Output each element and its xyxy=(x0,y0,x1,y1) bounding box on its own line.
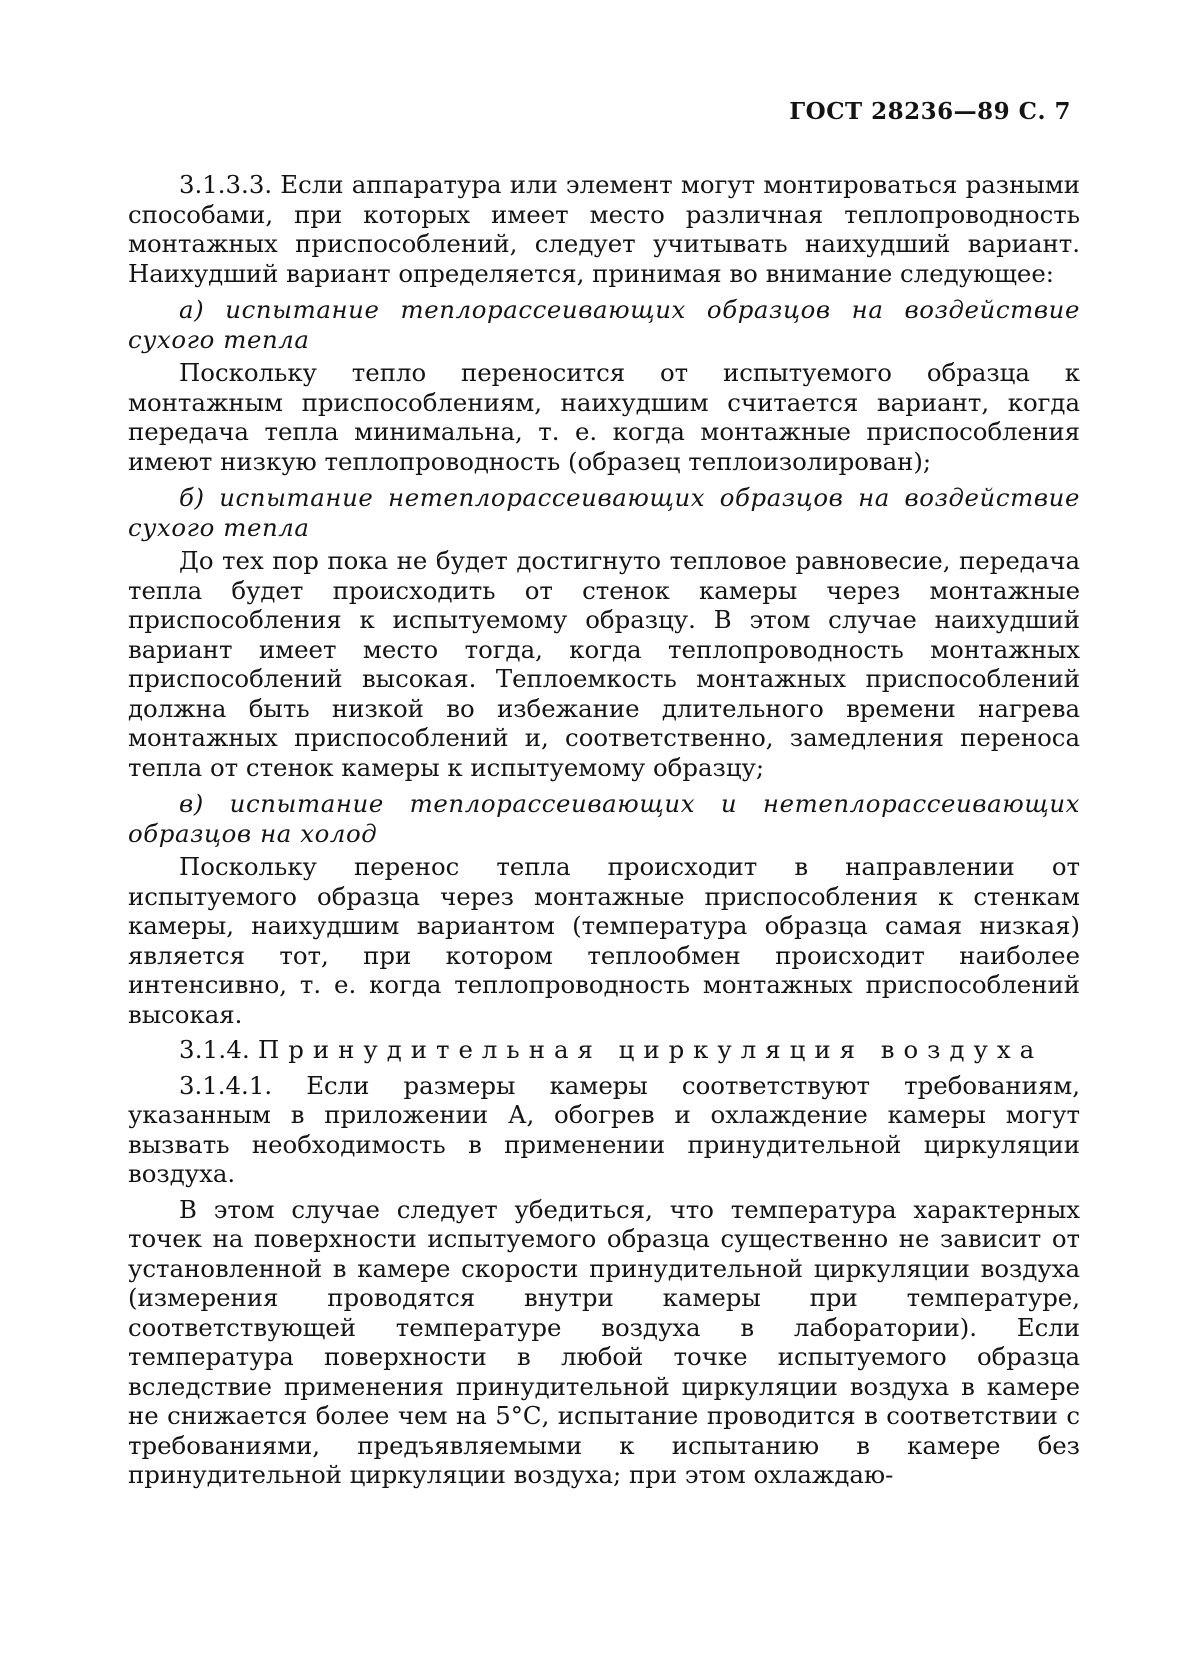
page-header xyxy=(789,98,1071,125)
paragraph-case: В этом случае следует убедиться, что температура характерных точек на поверхности испытуемого образца существенно не зависит от установленной в камере скорости принудительной циркуляции воздуха (измерения проводятся внутри камеры при температуре, соответствующей температуре воздуха в лаборатории). Если температура поверхности в любой точке испытуемого образца вследствие применения принудительной циркуляции воздуха в камере не снижается более чем на 5°С, испытание проводится в соответствии с требованиями, предъявляемыми к испытанию в камере без принудительной циркуляции воздуха; при этом охлаждаю- xyxy=(128,1194,1080,1489)
section-title: Принудительная циркуляция воздуха xyxy=(257,1035,1044,1064)
document-body xyxy=(128,170,1080,1490)
paragraph-a-text: Поскольку тепло переносится от испытуемого образца к монтажным приспособлениям, наихудшим считается вариант, когда передача тепла минимальна, т. е. когда монтажные приспособления имеют низкую теплопроводность (образец теплоизолирован); xyxy=(128,358,1080,476)
list-item-c: в) испытание теплорассеивающих и нетеплорассеивающих образцов на холод xyxy=(128,789,1080,848)
section-number: 3.1.4. xyxy=(179,1035,251,1064)
paragraph-3-1-4-1: 3.1.4.1. Если размеры камеры соответствуют требованиям, указанным в приложении А, обогрев и охлаждение камеры могут вызвать необходимость в применении принудительной циркуляции воздуха. xyxy=(128,1070,1080,1188)
standard-number: ГОСТ 28236—89 xyxy=(789,98,1011,125)
list-item-b: б) испытание нетеплорассеивающих образцов на воздействие сухого тепла xyxy=(128,483,1080,542)
paragraph-c-text: Поскольку перенос тепла происходит в направлении от испытуемого образца через монтажные приспособления к стенкам камеры, наихудшим вариантом (температура образца самая низкая) является тот, при котором теплообмен происходит наиболее интенсивно, т. е. когда теплопроводность монтажных приспособлений высокая. xyxy=(128,852,1080,1029)
page-number: С. 7 xyxy=(1018,98,1071,125)
paragraph-3-1-3-3: 3.1.3.3. Если аппаратура или элемент могут монтироваться разными способами, при которых имеет место различная теплопроводность монтажных приспособлений, следует учитывать наихудший вариант. Наихудший вариант определяется, принимая во внимание следующее: xyxy=(128,170,1080,288)
list-item-a: а) испытание теплорассеивающих образцов на воздействие сухого тепла xyxy=(128,295,1080,354)
section-heading-3-1-4 xyxy=(128,1035,1080,1065)
paragraph-b-text: До тех пор пока не будет достигнуто тепловое равновесие, передача тепла будет происходить от стенок камеры через монтажные приспособления к испытуемому образцу. В этом случае наихудший вариант имеет место тогда, когда теплопроводность монтажных приспособлений высокая. Теплоемкость монтажных приспособлений должна быть низкой во избежание длительного времени нагрева монтажных приспособлений и, соответственно, замедления переноса тепла от стенок камеры к испытуемому образцу; xyxy=(128,546,1080,782)
